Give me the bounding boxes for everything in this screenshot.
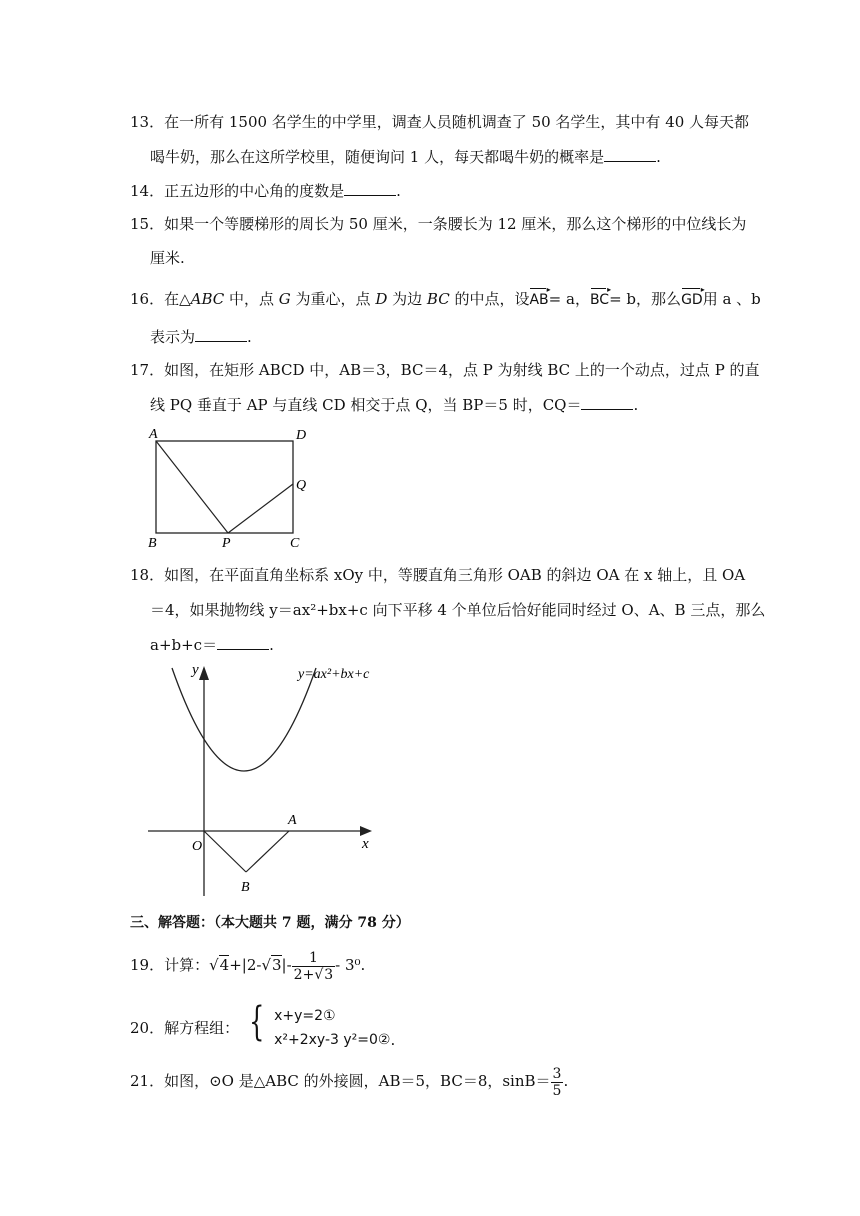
q13-line1: 13．在一所有 1500 名学生的中学里，调查人员随机调查了 50 名学生，其中有 40 人每天都 [130,113,750,131]
q16-text-d: 为边 [387,290,427,308]
q15-line1: 15．如果一个等腰梯形的周长为 50 厘米，一条腰长为 12 厘米，那么这个梯形的中位线长为 [130,215,747,233]
x-axis-arrow [360,826,372,836]
rect-abcd [156,441,293,533]
q16-text-f: ，那么 [636,290,682,308]
q17-rectangle-figure [140,425,320,550]
segment-ap [156,441,228,533]
q16-comma: ， [574,290,590,308]
q16-text-g: 用 a 、b [702,290,761,308]
q17-line2 [150,394,638,415]
q16-eq-a: = a [548,290,575,308]
q19-sqrt3: 3 [272,956,282,974]
label-x-axis: x [362,836,369,852]
q17-answer-blank [581,394,633,410]
q18-line2: ＝4，如果抛物线 y＝ax²+bx+c 向下平移 4 个单位后恰好能同时经过 O、A、B 三点，那么 [150,601,766,619]
segment-pq [228,484,293,533]
q21-denominator: 5 [552,1082,562,1099]
q16-answer-blank [195,326,247,342]
sqrt-icon: √ [209,956,219,974]
equation-2: x²+2xy-3 y²=0② [274,1032,391,1048]
q21-end: . [563,1072,569,1090]
q14-answer-blank [344,180,396,196]
sqrt-icon: √ [261,956,271,974]
q21-line [130,1064,568,1099]
curve-equation-label: y=ax²+bx+c [298,667,370,682]
q16-text-e: 的中点，设 [449,290,530,308]
label-Q: Q [296,478,307,493]
q16-abc: ABC [190,290,225,308]
q18-parabola-figure [140,660,390,900]
q13-line2 [150,146,661,167]
q18-text: a+b+c＝ [150,636,218,654]
q19-den-sqrt3: 3 [324,966,334,983]
q19-numerator: 1 [292,950,335,967]
label-A: A [149,427,158,442]
q18-end: . [269,636,274,654]
q19-line [130,948,365,983]
equation-1: x+y=2① [274,1008,336,1024]
q14-end: . [396,182,401,200]
equation-system [274,1004,390,1052]
sqrt-icon: √ [314,966,324,983]
q16-bc: BC [426,290,450,308]
q18-line1: 18．如图，在平面直角坐标系 xOy 中，等腰直角三角形 OAB 的斜边 OA 在 x 轴上，且 OA [130,566,746,584]
label-y-axis: y [192,662,199,678]
q19-text: 19．计算： [130,956,210,974]
q18-line3 [150,634,274,655]
q20-text: 20．解方程组： [130,1019,240,1037]
q14-line [130,180,401,201]
q16-g: G [278,290,291,308]
segment-ba [246,831,289,872]
q20-line [130,999,396,1054]
brace-icon: { [248,999,265,1045]
q19-fraction [292,950,335,983]
q16-line1 [130,284,761,310]
q17-text: 线 PQ 垂直于 AP 与直线 CD 相交于点 Q，当 BP＝5 时，CQ＝ [150,396,582,414]
q16-end: . [247,328,252,346]
vector-bc: BC ▸ [590,284,609,310]
q19-part5: - 3⁰. [335,956,366,974]
label-D: D [296,428,307,443]
q18-answer-blank [217,634,269,650]
q19-sqrt4: 4 [219,956,230,974]
q21-numerator: 3 [552,1065,562,1082]
q21-fraction [551,1066,564,1099]
q17-line1: 17．如图，在矩形 ABCD 中，AB＝3，BC＝4，点 P 为射线 BC 上的一个动点，过点 P 的直 [130,361,760,379]
parabola-curve [172,668,316,771]
section-heading: 三、解答题：（本大题共 7 题，满分 78 分） [130,915,410,931]
q16-d: D [375,290,388,308]
y-axis-arrow [199,666,209,680]
q19-den-a: 2+ [293,966,315,983]
label-A-point: A [288,813,297,828]
vector-ab: AB ▸ [529,284,548,310]
q16-text-b: 中，点 [224,290,279,308]
q17-end: . [633,396,639,414]
q19-part2: +|2- [229,956,262,974]
q13-text: 喝牛奶，那么在这所学校里，随便询问 1 人，每天都喝牛奶的概率是 [150,148,605,166]
q13-answer-blank [604,146,656,162]
label-B-point: B [241,880,250,895]
label-B: B [148,536,157,550]
q16-text-a: 16．在△ [130,290,191,308]
q16-line2 [150,326,252,347]
q14-text: 14．正五边形的中心角的度数是 [130,182,345,200]
segment-ob [204,831,246,872]
label-C: C [290,536,300,550]
q19-denominator [292,967,335,983]
q21-text: 21．如图，⊙O 是△ABC 的外接圆，AB＝5，BC＝8，sinB＝ [130,1072,551,1090]
q19-part4: |- [281,956,292,974]
q20-end: . [390,1031,396,1049]
q16-text-2: 表示为 [150,328,196,346]
label-P: P [222,536,231,550]
q16-eq-b: = b [609,290,637,308]
q16-text-c: 为重心，点 [290,290,376,308]
label-O: O [192,839,203,854]
q15-line2: 厘米. [150,249,185,267]
vector-gd: GD ▸ [681,284,703,310]
q13-end: . [656,148,661,166]
